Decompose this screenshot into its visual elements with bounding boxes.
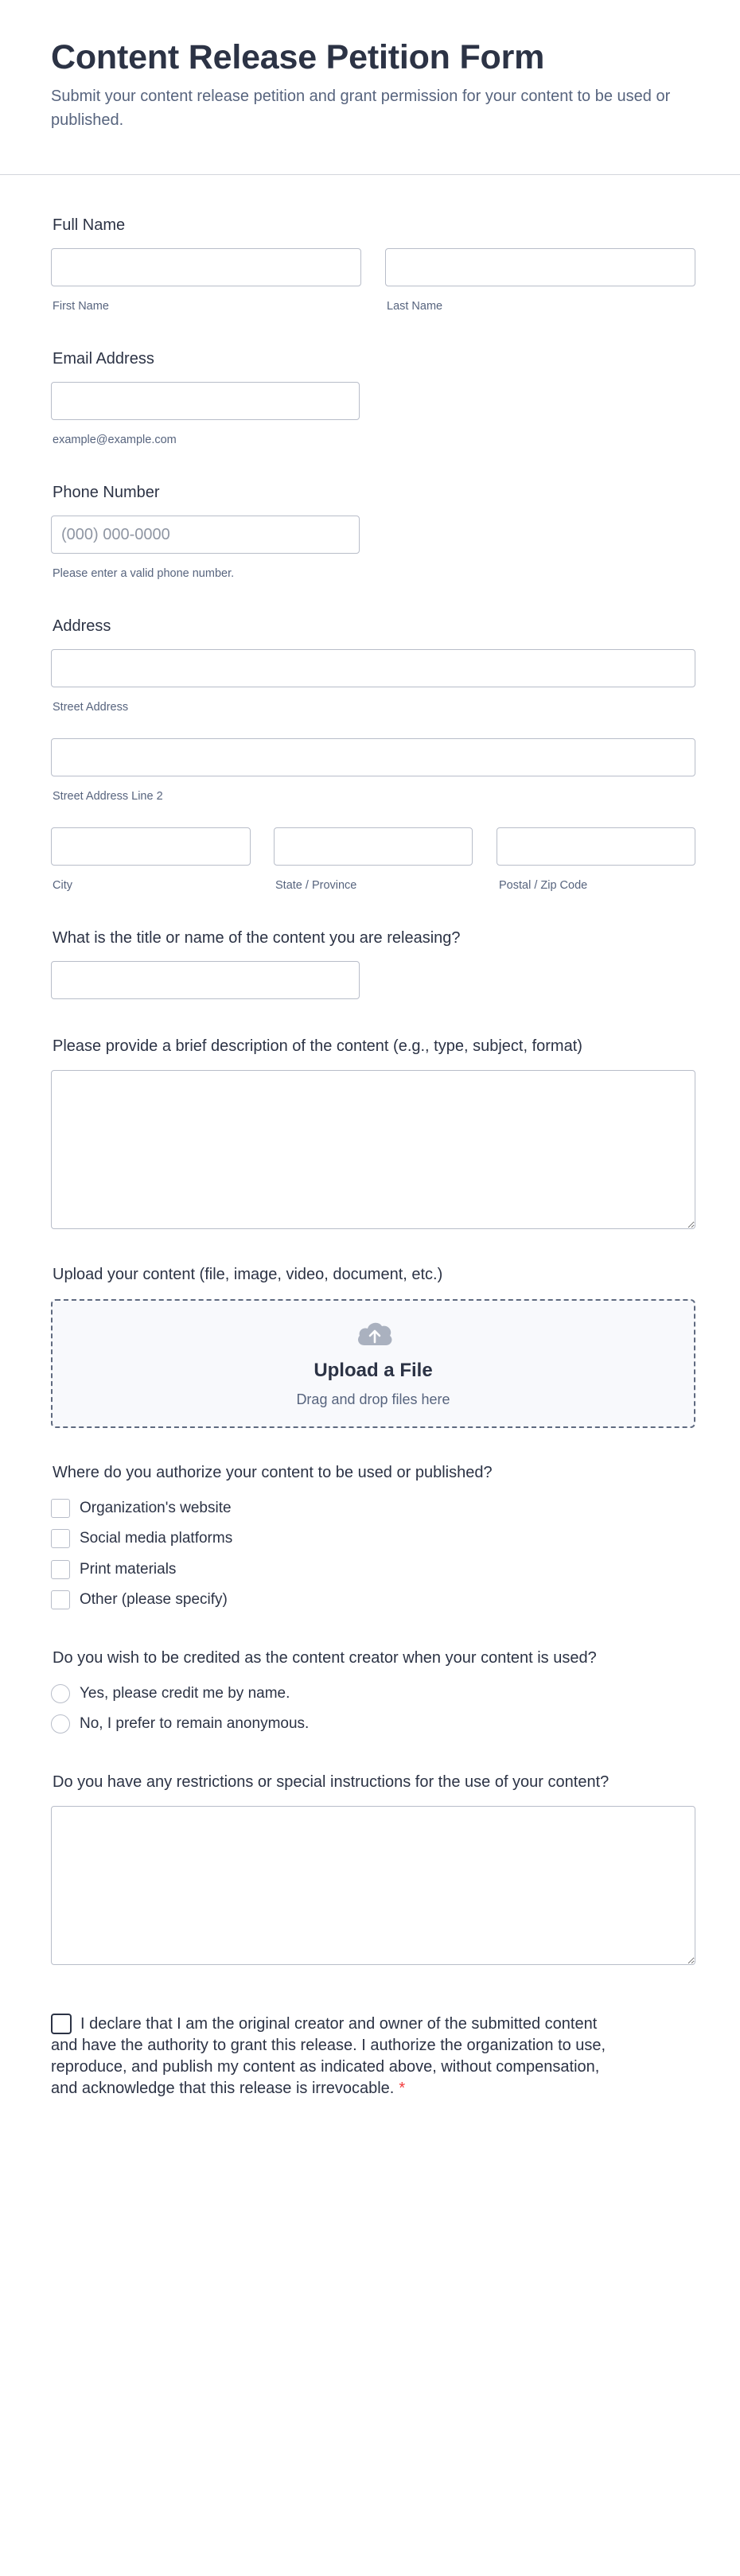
street-address-line2-sublabel: Street Address Line 2 [53,790,163,803]
authorize-option-label: Print materials [80,1561,177,1578]
credit-radio-no[interactable] [51,1714,70,1734]
credit-radio-yes[interactable] [51,1684,70,1703]
address-label: Address [53,617,111,635]
authorize-checkbox-website[interactable] [51,1499,70,1518]
authorize-checkbox-print[interactable] [51,1560,70,1579]
declaration-text [51,2014,624,2099]
authorize-option-label: Other (please specify) [80,1591,228,1608]
zip-sublabel: Postal / Zip Code [499,879,588,892]
street-address-line2-input[interactable] [51,738,695,776]
restrictions-textarea[interactable] [51,1806,695,1965]
first-name-sublabel: First Name [53,300,109,313]
street-address-input[interactable] [51,649,695,687]
description-label: Please provide a brief description of the content (e.g., type, subject, format) [53,1037,582,1055]
page-subtitle: Submit your content release petition and grant permission for your content to be used or published. [51,88,671,129]
authorize-option-label: Social media platforms [80,1530,233,1547]
header-divider [0,174,740,175]
authorize-checkbox-social[interactable] [51,1529,70,1548]
declaration-statement: I declare that I am the original creator and owner of the submitted content and have the authority to grant this release. I authorize the organization to use, reproduce, and publish my content as indicated above, without compensation, and acknowledge that this release is irrevocable. [51,2015,606,2097]
authorize-label: Where do you authorize your content to be used or published? [53,1464,493,1481]
zip-input[interactable] [497,827,695,866]
city-sublabel: City [53,879,72,892]
credit-label: Do you wish to be credited as the content creator when your content is used? [53,1649,597,1667]
email-input[interactable] [51,382,360,420]
credit-option-label: No, I prefer to remain anonymous. [80,1715,310,1732]
restrictions-label: Do you have any restrictions or special instructions for the use of your content? [53,1773,610,1791]
last-name-input[interactable] [385,248,695,286]
street-address-sublabel: Street Address [53,701,129,714]
email-label: Email Address [53,350,154,368]
last-name-sublabel: Last Name [387,300,443,313]
credit-option-label: Yes, please credit me by name. [80,1685,290,1702]
phone-input[interactable] [51,516,360,554]
first-name-input[interactable] [51,248,361,286]
phone-label: Phone Number [53,484,160,501]
upload-label: Upload your content (file, image, video, document, etc.) [53,1266,443,1283]
phone-sublabel: Please enter a valid phone number. [53,567,235,580]
cloud-upload-icon [355,1318,395,1350]
description-textarea[interactable] [51,1070,695,1229]
authorize-option-label: Organization's website [80,1500,232,1516]
state-sublabel: State / Province [275,879,357,892]
full-name-label: Full Name [53,216,126,234]
state-input[interactable] [274,827,473,866]
upload-title: Upload a File [314,1360,433,1381]
city-input[interactable] [51,827,251,866]
file-upload-dropzone[interactable] [51,1299,695,1428]
authorize-checkbox-other[interactable] [51,1590,70,1609]
page-title: Content Release Petition Form [51,38,545,76]
content-title-input[interactable] [51,961,360,999]
email-sublabel: example@example.com [53,434,177,446]
content-title-label: What is the title or name of the content you are releasing? [53,929,461,947]
required-mark: * [399,2080,406,2097]
upload-hint: Drag and drop files here [296,1391,450,1407]
